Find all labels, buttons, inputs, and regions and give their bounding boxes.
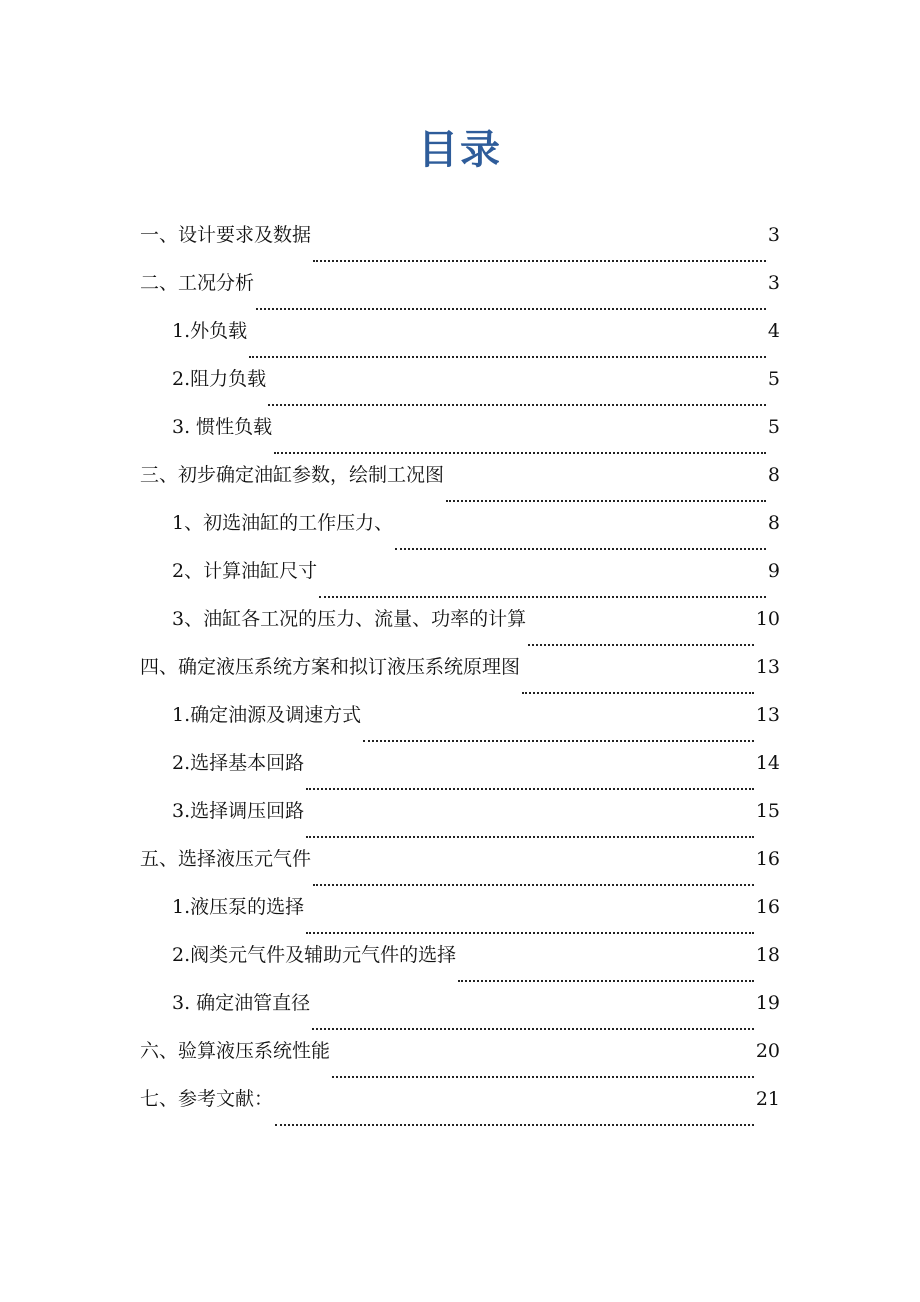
- toc-leader-dots: [274, 452, 766, 454]
- toc-leader-dots: [313, 260, 766, 262]
- toc-leader-dots: [313, 884, 754, 886]
- toc-entry[interactable]: [172, 700, 780, 748]
- toc-entry-label: 1、初选油缸的工作压力、: [172, 512, 394, 534]
- toc-page-number: 19: [755, 992, 780, 1014]
- toc-page-number: 8: [767, 512, 780, 534]
- toc-entry-label: 1.确定油源及调速方式: [172, 704, 362, 726]
- toc-page-number: 16: [755, 896, 780, 918]
- toc-entry[interactable]: [172, 556, 780, 604]
- toc-entry[interactable]: [140, 1036, 780, 1084]
- toc-leader-dots: [312, 1028, 754, 1030]
- toc-leader-dots: [268, 404, 766, 406]
- toc-entry[interactable]: [140, 268, 780, 316]
- toc-entry-label: 六、验算液压系统性能: [140, 1040, 331, 1062]
- toc-entry[interactable]: [172, 508, 780, 556]
- toc-leader-dots: [256, 308, 766, 310]
- toc-entry[interactable]: [172, 892, 780, 940]
- toc-leader-dots: [249, 356, 766, 358]
- toc-page-number: 13: [755, 656, 780, 678]
- toc-page-number: 3: [767, 224, 780, 246]
- toc-page-number: 5: [767, 368, 780, 390]
- toc-entry[interactable]: [172, 316, 780, 364]
- toc-page-number: 10: [755, 608, 780, 630]
- toc-entry[interactable]: [172, 412, 780, 460]
- toc-entry-label: 1.液压泵的选择: [172, 896, 305, 918]
- toc-entry[interactable]: [172, 988, 780, 1036]
- toc-entry-label: 1.外负载: [172, 320, 248, 342]
- toc-entry-label: 五、选择液压元气件: [140, 848, 312, 870]
- toc-page-number: 21: [755, 1088, 780, 1110]
- toc-entry-label: 2.选择基本回路: [172, 752, 305, 774]
- toc-leader-dots: [528, 644, 754, 646]
- toc-leader-dots: [395, 548, 766, 550]
- toc-entry-label: 2.阻力负载: [172, 368, 267, 390]
- toc-leader-dots: [319, 596, 766, 598]
- toc-entry-label: 3. 惯性负载: [172, 416, 273, 438]
- toc-leader-dots: [306, 788, 754, 790]
- toc-entry[interactable]: [140, 844, 780, 892]
- toc-entry[interactable]: [140, 652, 780, 700]
- toc-page-number: 16: [755, 848, 780, 870]
- toc-leader-dots: [522, 692, 754, 694]
- toc-page-number: 18: [755, 944, 780, 966]
- toc-leader-dots: [275, 1124, 754, 1126]
- toc-entry-label: 2.阀类元气件及辅助元气件的选择: [172, 944, 457, 966]
- toc-entry-label: 四、确定液压系统方案和拟订液压系统原理图: [140, 656, 521, 678]
- toc-leader-dots: [446, 500, 766, 502]
- toc-entry[interactable]: [172, 364, 780, 412]
- toc-page-number: 5: [767, 416, 780, 438]
- toc-entry[interactable]: [140, 220, 780, 268]
- toc-page-number: 4: [767, 320, 780, 342]
- toc-leader-dots: [306, 932, 754, 934]
- toc-page-number: 9: [767, 560, 780, 582]
- toc-page-number: 13: [755, 704, 780, 726]
- toc-entry[interactable]: [140, 1084, 780, 1132]
- toc-entry[interactable]: [140, 460, 780, 508]
- toc-entry-label: 七、参考文献：: [140, 1088, 274, 1110]
- toc-entry[interactable]: [172, 940, 780, 988]
- toc-entry-label: 一、设计要求及数据: [140, 224, 312, 246]
- toc-leader-dots: [332, 1076, 754, 1078]
- toc-leader-dots: [306, 836, 754, 838]
- toc-entry-label: 2、计算油缸尺寸: [172, 560, 318, 582]
- toc-page-number: 3: [767, 272, 780, 294]
- toc-page-number: 15: [755, 800, 780, 822]
- toc-entry[interactable]: [172, 796, 780, 844]
- toc-page-number: 14: [755, 752, 780, 774]
- toc-entry-label: 3.选择调压回路: [172, 800, 305, 822]
- toc-entry[interactable]: [172, 604, 780, 652]
- toc-leader-dots: [363, 740, 754, 742]
- toc-entry-label: 3、油缸各工况的压力、流量、功率的计算: [172, 608, 527, 630]
- toc-page-number: 8: [767, 464, 780, 486]
- toc-entry-label: 3. 确定油管直径: [172, 992, 311, 1014]
- toc-leader-dots: [458, 980, 754, 982]
- page-title: 目录: [418, 127, 502, 173]
- toc-entry-label: 二、工况分析: [140, 272, 255, 294]
- toc-page-number: 20: [755, 1040, 780, 1062]
- toc-entry[interactable]: [172, 748, 780, 796]
- toc-entry-label: 三、初步确定油缸参数，绘制工况图: [140, 464, 445, 486]
